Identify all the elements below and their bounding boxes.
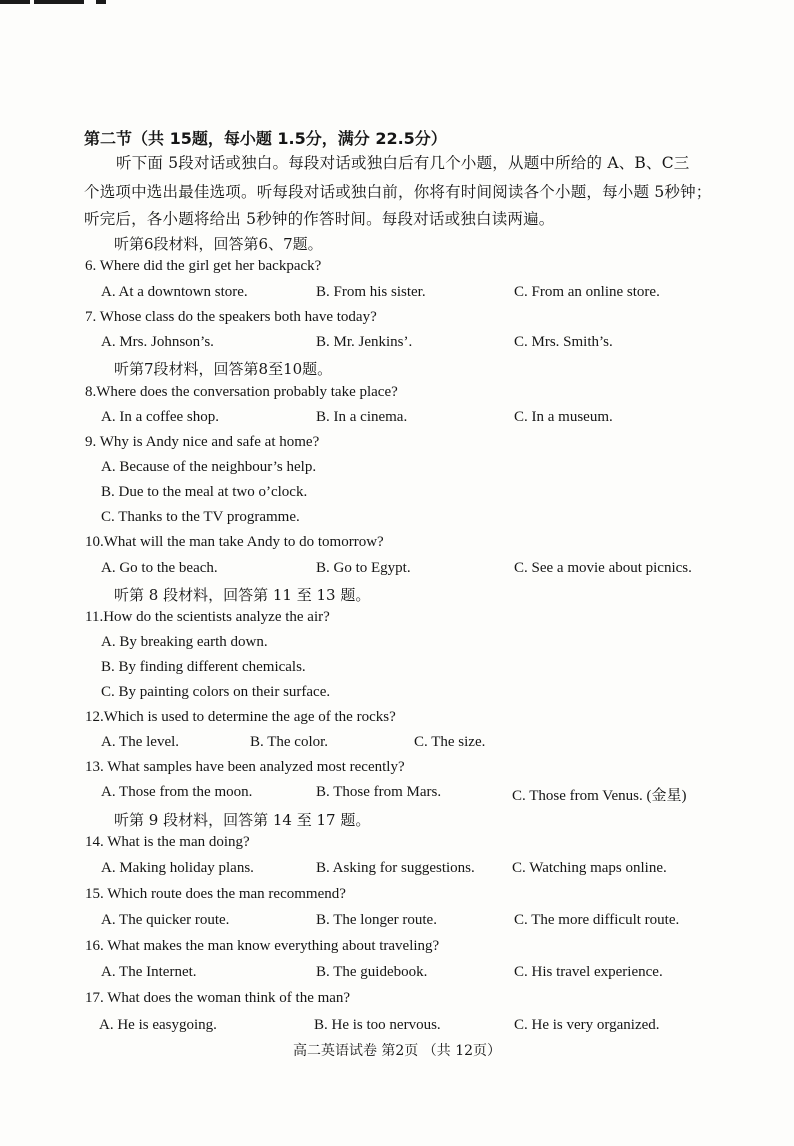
instructions-line-2: 个选项中选出最佳选项。听每段对话或独白前，你将有时间阅读各个小题，每小题 5秒钟； <box>84 183 712 201</box>
option-b: B. The color. <box>250 734 329 750</box>
page-footer: 高二英语试卷 第2页 （共 12页） <box>292 1043 502 1059</box>
option-c: C. Mrs. Smith’s. <box>514 334 613 350</box>
option-c: C. Those from Venus. (金星) <box>512 788 687 804</box>
option-c: C. Watching maps online. <box>512 860 667 876</box>
option-b: B. Due to the meal at two o’clock. <box>101 484 308 500</box>
question-stem: 12.Which is used to determine the age of the rocks? <box>85 709 396 725</box>
question-stem: 10.What will the man take Andy to do tomorrow? <box>85 534 384 550</box>
question-stem: 14. What is the man doing? <box>85 834 250 850</box>
option-a: A. He is easygoing. <box>99 1017 217 1033</box>
option-b: B. Those from Mars. <box>316 784 442 800</box>
option-b: B. Go to Egypt. <box>316 560 411 576</box>
question-stem: 17. What does the woman think of the man? <box>85 990 351 1006</box>
question-stem: 8.Where does the conversation probably take place? <box>85 384 398 400</box>
option-a: A. By breaking earth down. <box>101 634 268 650</box>
option-b: B. In a cinema. <box>316 409 408 425</box>
option-a: A. The level. <box>101 734 180 750</box>
option-b: B. He is too nervous. <box>314 1017 441 1033</box>
option-a: A. The quicker route. <box>101 912 230 928</box>
option-a: A. In a coffee shop. <box>101 409 220 425</box>
option-c: C. See a movie about picnics. <box>514 560 692 576</box>
option-c: C. By painting colors on their surface. <box>101 684 331 700</box>
option-c: C. From an online store. <box>514 284 660 300</box>
question-stem: 11.How do the scientists analyze the air? <box>85 609 330 625</box>
material-9-note: 听第 9 段材料，回答第 14 至 17 题。 <box>114 811 371 829</box>
question-stem: 13. What samples have been analyzed most recently? <box>85 759 405 775</box>
section-title: 第二节（共 15题，每小题 1.5分，满分 22.5分） <box>84 129 447 148</box>
material-6-note: 听第6段材料，回答第6、7题。 <box>114 235 323 253</box>
option-a: A. Those from the moon. <box>101 784 253 800</box>
question-stem: 6. Where did the girl get her backpack? <box>85 258 322 274</box>
question-stem: 9. Why is Andy nice and safe at home? <box>85 434 320 450</box>
option-a: A. The Internet. <box>101 964 197 980</box>
option-c: C. His travel experience. <box>514 964 663 980</box>
instructions-line-1: 听下面 5段对话或独白。每段对话或独白后有几个小题，从题中所给的 A、B、C三 <box>116 154 690 172</box>
material-8-note: 听第 8 段材料，回答第 11 至 13 题。 <box>114 586 371 604</box>
option-a: A. Go to the beach. <box>101 560 218 576</box>
instructions-line-3: 听完后，各小题将给出 5秒钟的作答时间。每段对话或独白读两遍。 <box>84 210 555 228</box>
option-c: C. The more difficult route. <box>514 912 680 928</box>
option-b: B. By finding different chemicals. <box>101 659 306 675</box>
option-a: A. Making holiday plans. <box>101 860 254 876</box>
question-stem: 16. What makes the man know everything about traveling? <box>85 938 440 954</box>
option-c: C. He is very organized. <box>514 1017 660 1033</box>
scan-corner-mark <box>0 0 112 4</box>
question-stem: 15. Which route does the man recommend? <box>85 886 346 902</box>
question-stem: 7. Whose class do the speakers both have today? <box>85 309 377 325</box>
option-a: A. Mrs. Johnson’s. <box>101 334 214 350</box>
option-a: A. At a downtown store. <box>101 284 248 300</box>
option-a: A. Because of the neighbour’s help. <box>101 459 317 475</box>
material-7-note: 听第7段材料，回答第8至10题。 <box>114 360 333 378</box>
option-b: B. From his sister. <box>316 284 426 300</box>
option-b: B. The longer route. <box>316 912 437 928</box>
option-b: B. The guidebook. <box>316 964 428 980</box>
option-c: C. In a museum. <box>514 409 613 425</box>
option-c: C. Thanks to the TV programme. <box>101 509 300 525</box>
option-b: B. Asking for suggestions. <box>316 860 475 876</box>
option-b: B. Mr. Jenkins’. <box>316 334 413 350</box>
option-c: C. The size. <box>414 734 486 750</box>
